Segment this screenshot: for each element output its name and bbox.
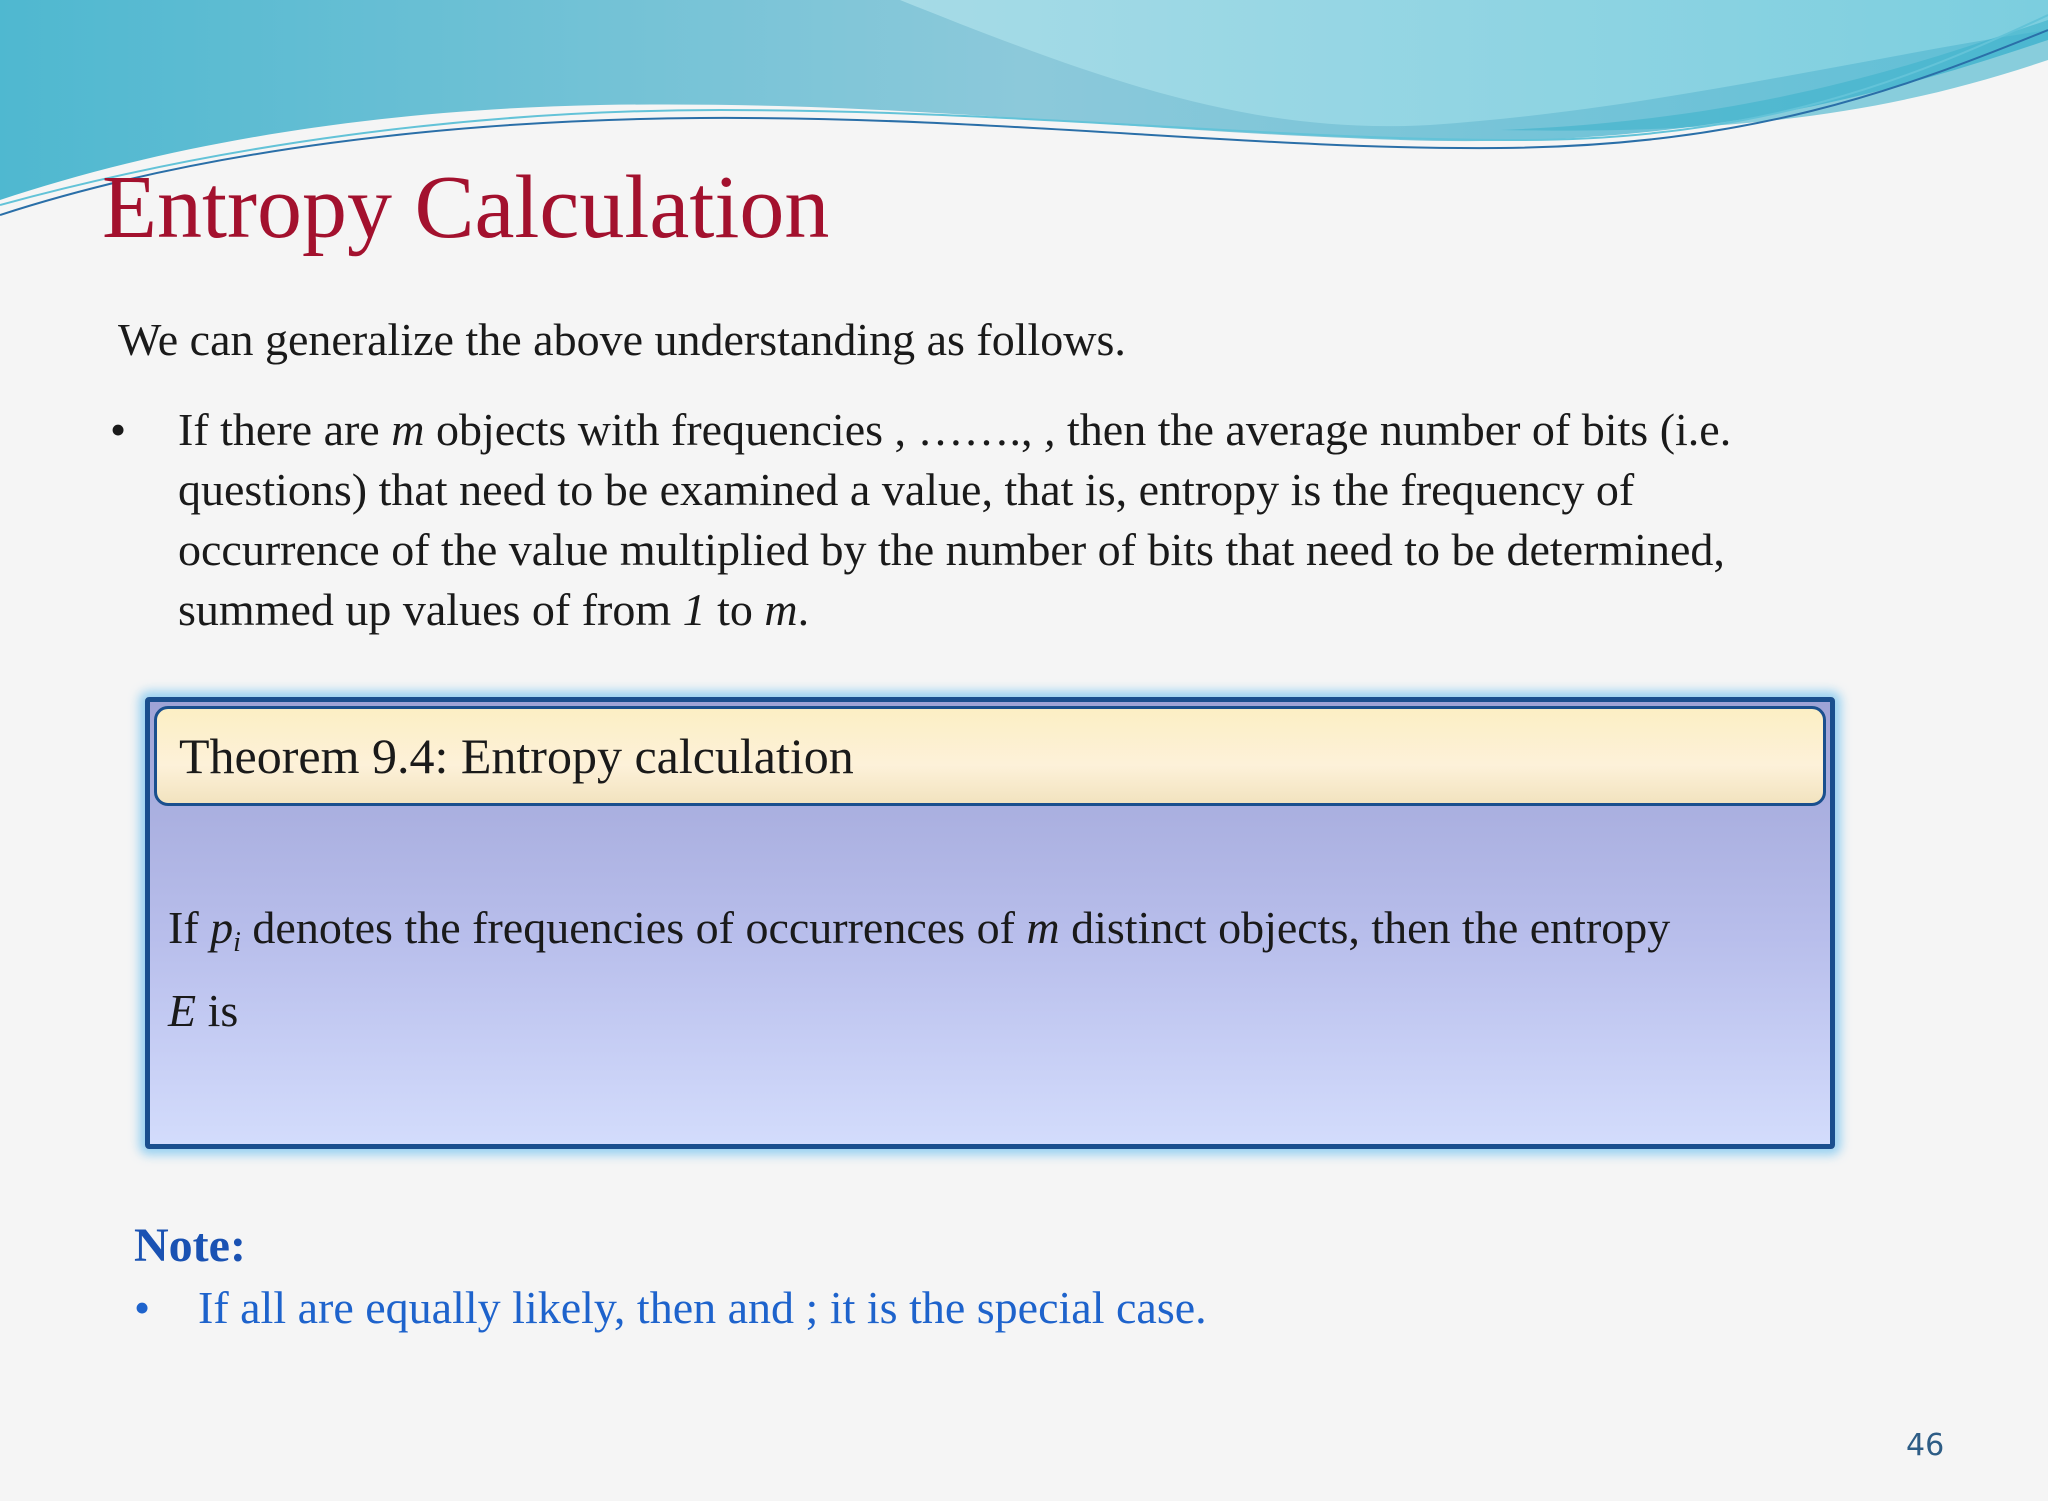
theorem-body [168,894,1828,1045]
intro-text: We can generalize the above understanding as follows. [118,314,1126,365]
slide-title: Entropy Calculation [102,158,830,257]
note-bullet [134,1278,1207,1338]
bullet-line-1-part-a: If there are [178,404,392,455]
bullet-line-1-part-c: then the average number of bits (i.e. [1055,404,1732,455]
bullet-line-4-period: . [797,584,810,635]
bullet-text [178,400,1910,640]
bullet-line-3: occurrence of the value multiplied by the number of bits that need to be determined, [178,524,1725,575]
theorem-line-1-part-a: If [168,902,211,953]
theorem-header: Theorem 9.4: Entropy calculation [154,706,1826,806]
bullet-variable-m-end: m [764,584,798,635]
note-title: Note: [134,1219,246,1272]
theorem-line-1-part-b: denotes the frequencies of occurrences of [240,902,1027,953]
theorem-subscript-i: i [233,927,241,958]
bullet-symbol: • [110,404,127,455]
theorem-variable-m: m [1026,902,1060,953]
bullet-line-1-part-b: objects with frequencies , ……., [424,404,1033,455]
note-bullet-symbol: • [134,1282,151,1333]
bullet-line-2: questions) that need to be examined a value, that is, entropy is the frequency of [178,464,1635,515]
bullet-line-4-part-b: to [705,584,765,635]
bullet-line-4 [178,580,1910,640]
bullet-value-1: 1 [682,584,706,635]
bullet-point [110,400,1910,640]
bullet-variable-m: m [391,404,425,455]
bullet-line-1 [178,400,1910,460]
bullet-line-1-comma: , [1032,404,1056,455]
bullet-line-4-part-a: summed up values of from [178,584,683,635]
page-number: 46 [1906,1428,1945,1463]
theorem-line-2 [168,977,1828,1045]
note-text: If all are equally likely, then and ; it is the special case. [198,1282,1207,1333]
theorem-variable-p: p [210,902,234,953]
theorem-box [145,697,1835,1149]
theorem-line-1 [168,894,1828,977]
theorem-variable-E: E [168,985,197,1036]
theorem-line-1-part-c: distinct objects, then the entropy [1059,902,1671,953]
theorem-line-2-part-b: is [196,985,239,1036]
